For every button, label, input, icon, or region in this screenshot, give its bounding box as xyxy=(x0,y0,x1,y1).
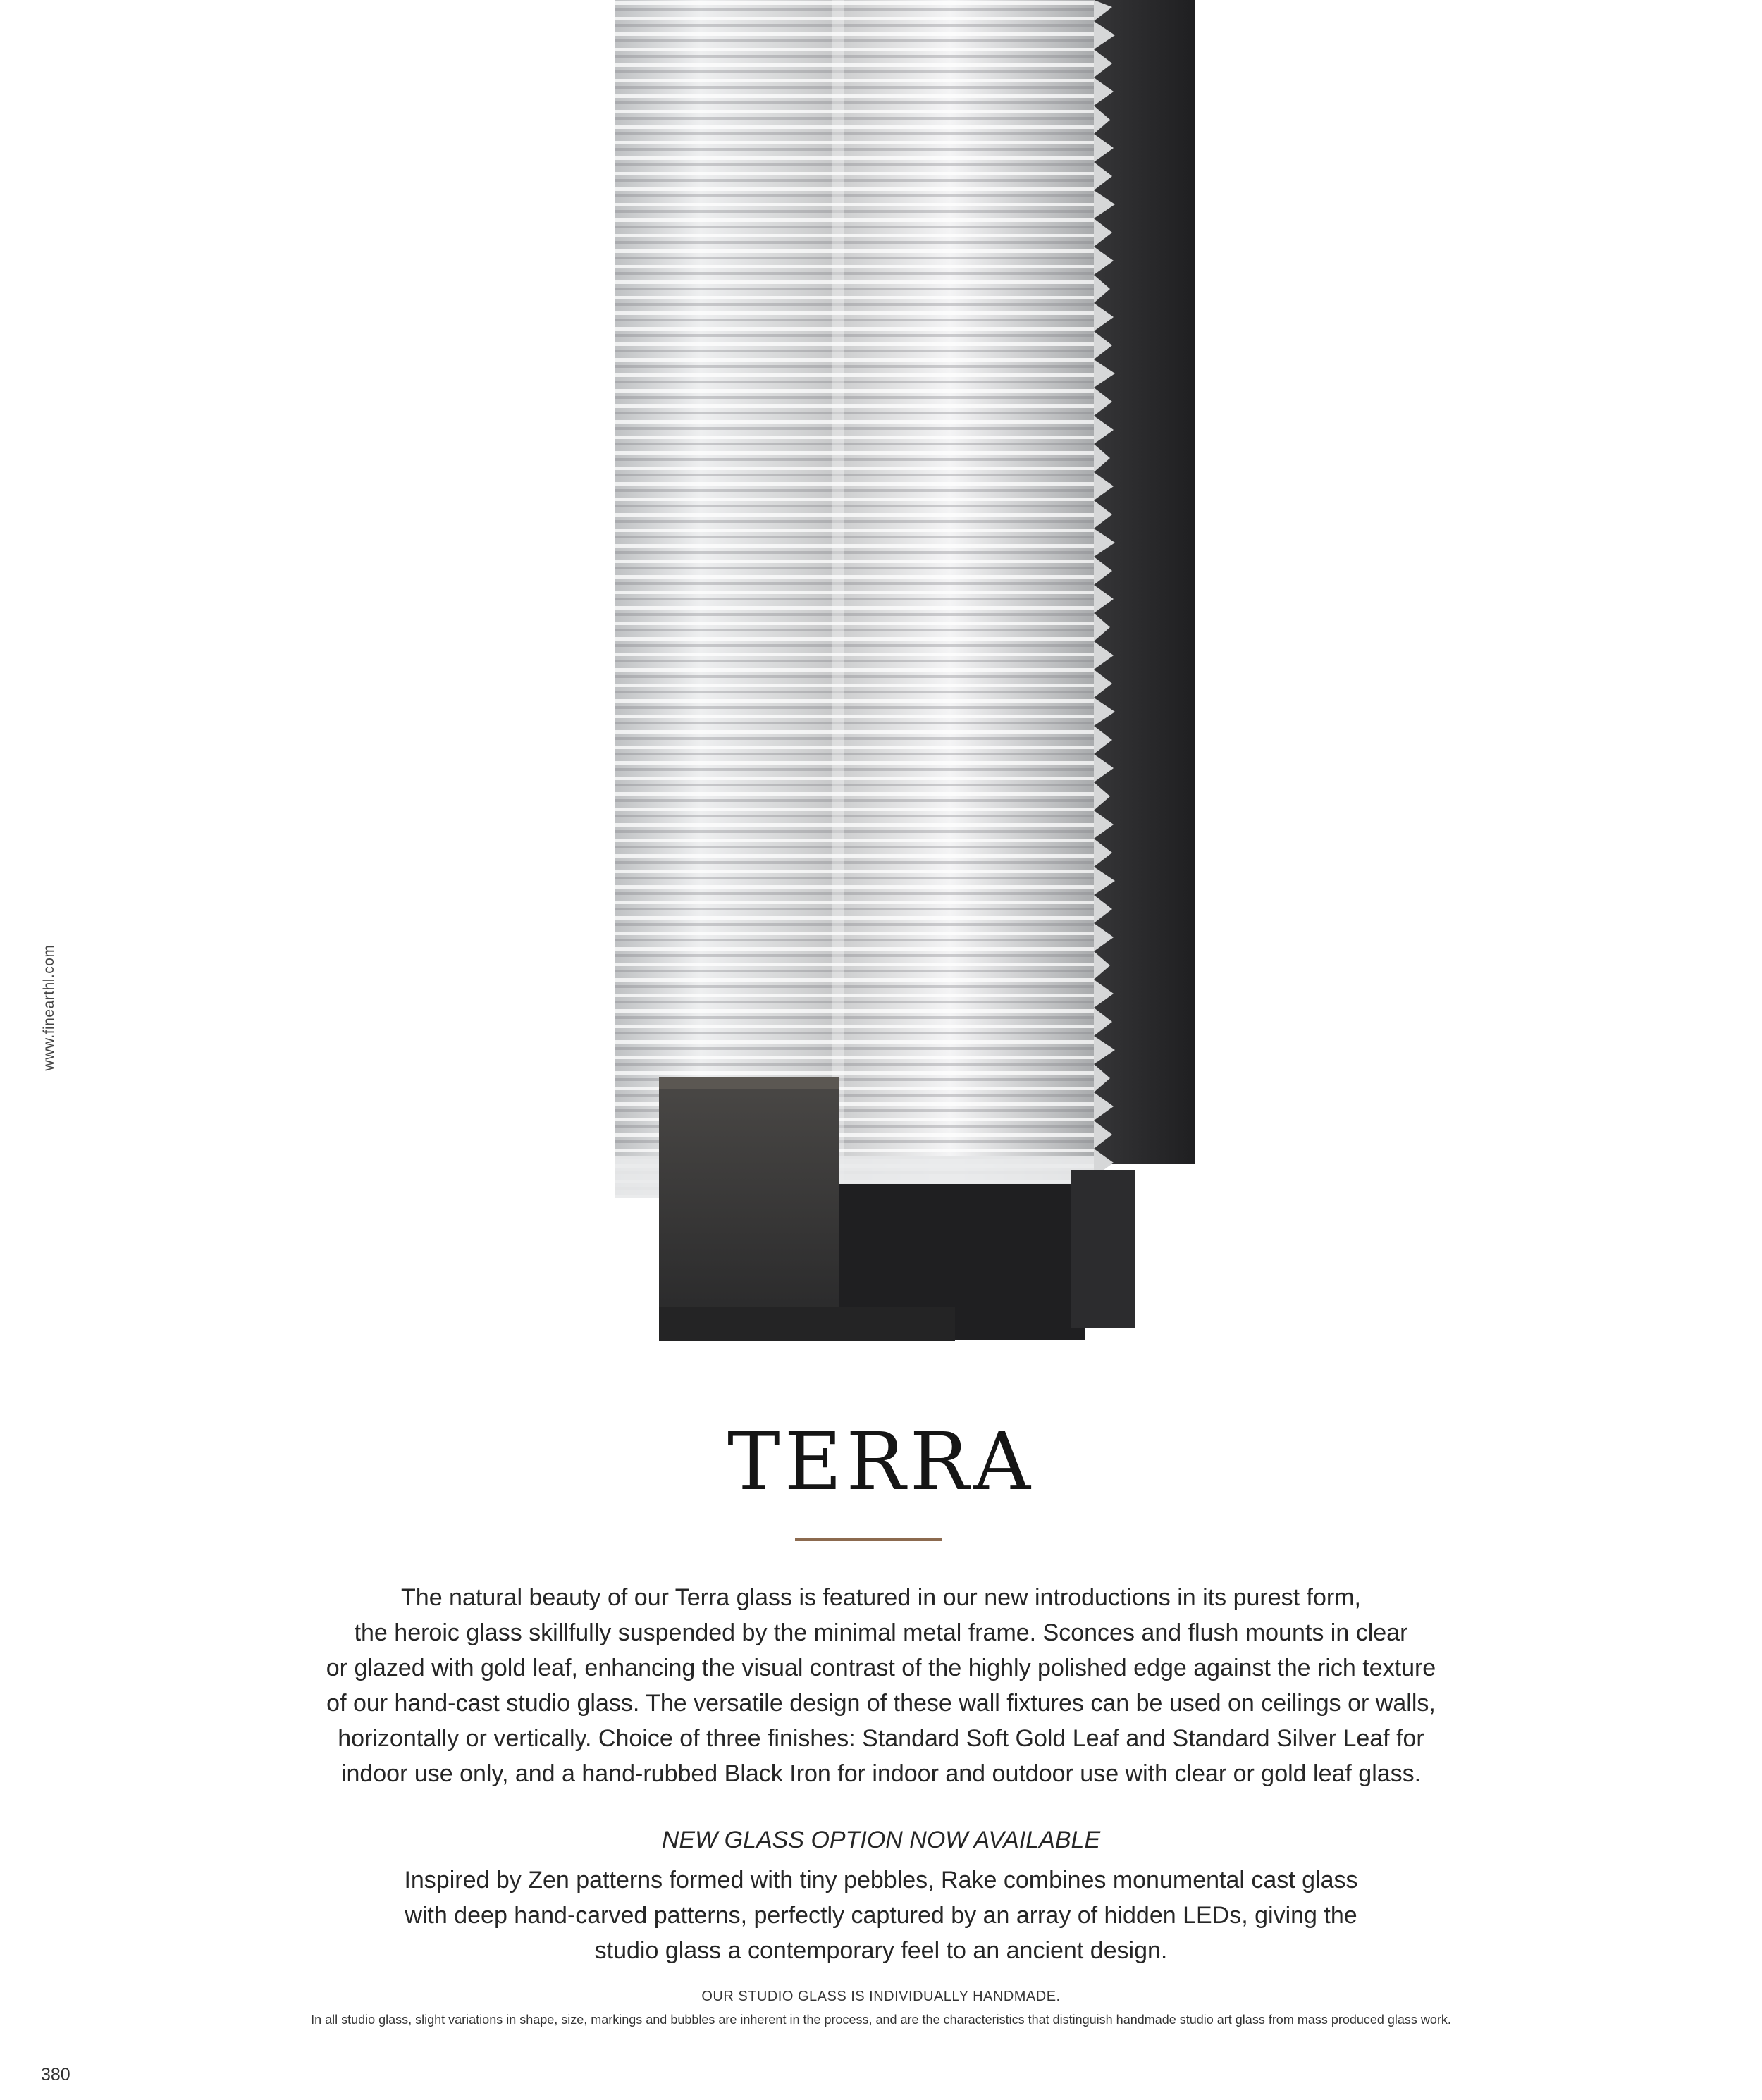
new-glass-line: Inspired by Zen patterns formed with tiny pebbles, Rake combines monumental cast glass xyxy=(404,1867,1358,1894)
intro-line: or glazed with gold leaf, enhancing the visual contrast of the highly polished edge against the rich texture xyxy=(326,1655,1436,1681)
glass-panel xyxy=(615,0,1115,1198)
page-title: TERRA xyxy=(727,1416,1035,1508)
handmade-note: In all studio glass, slight variations in shape, size, markings and bubbles are inherent in the process, and are the characteristics that distinguish handmade studio art glass from mass produced glass work. xyxy=(311,2013,1451,2027)
intro-paragraph xyxy=(211,1580,1551,1791)
handmade-heading: OUR STUDIO GLASS IS INDIVIDUALLY HANDMADE. xyxy=(701,1989,1061,2004)
intro-line: horizontally or vertically. Choice of three finishes: Standard Soft Gold Leaf and Standard Silver Leaf for xyxy=(338,1725,1424,1752)
new-glass-line: studio glass a contemporary feel to an ancient design. xyxy=(594,1937,1168,1964)
intro-line: of our hand-cast studio glass. The versatile design of these wall fixtures can be used on ceilings or walls, xyxy=(326,1690,1436,1717)
website-url: www.finearthl.com xyxy=(41,944,57,1071)
intro-line: The natural beauty of our Terra glass is featured in our new introductions in its purest form, xyxy=(401,1584,1361,1611)
title-divider xyxy=(795,1538,942,1541)
new-glass-heading: NEW GLASS OPTION NOW AVAILABLE xyxy=(661,1827,1101,1853)
intro-line: the heroic glass skillfully suspended by the minimal metal frame. Sconces and flush mounts in clear xyxy=(354,1619,1408,1646)
intro-line: indoor use only, and a hand-rubbed Black Iron for indoor and outdoor use with clear or gold leaf glass. xyxy=(340,1760,1422,1787)
new-glass-line: with deep hand-carved patterns, perfectly captured by an array of hidden LEDs, giving the xyxy=(405,1902,1357,1929)
new-glass-paragraph xyxy=(282,1863,1480,1968)
page-number: 380 xyxy=(41,2065,70,2084)
